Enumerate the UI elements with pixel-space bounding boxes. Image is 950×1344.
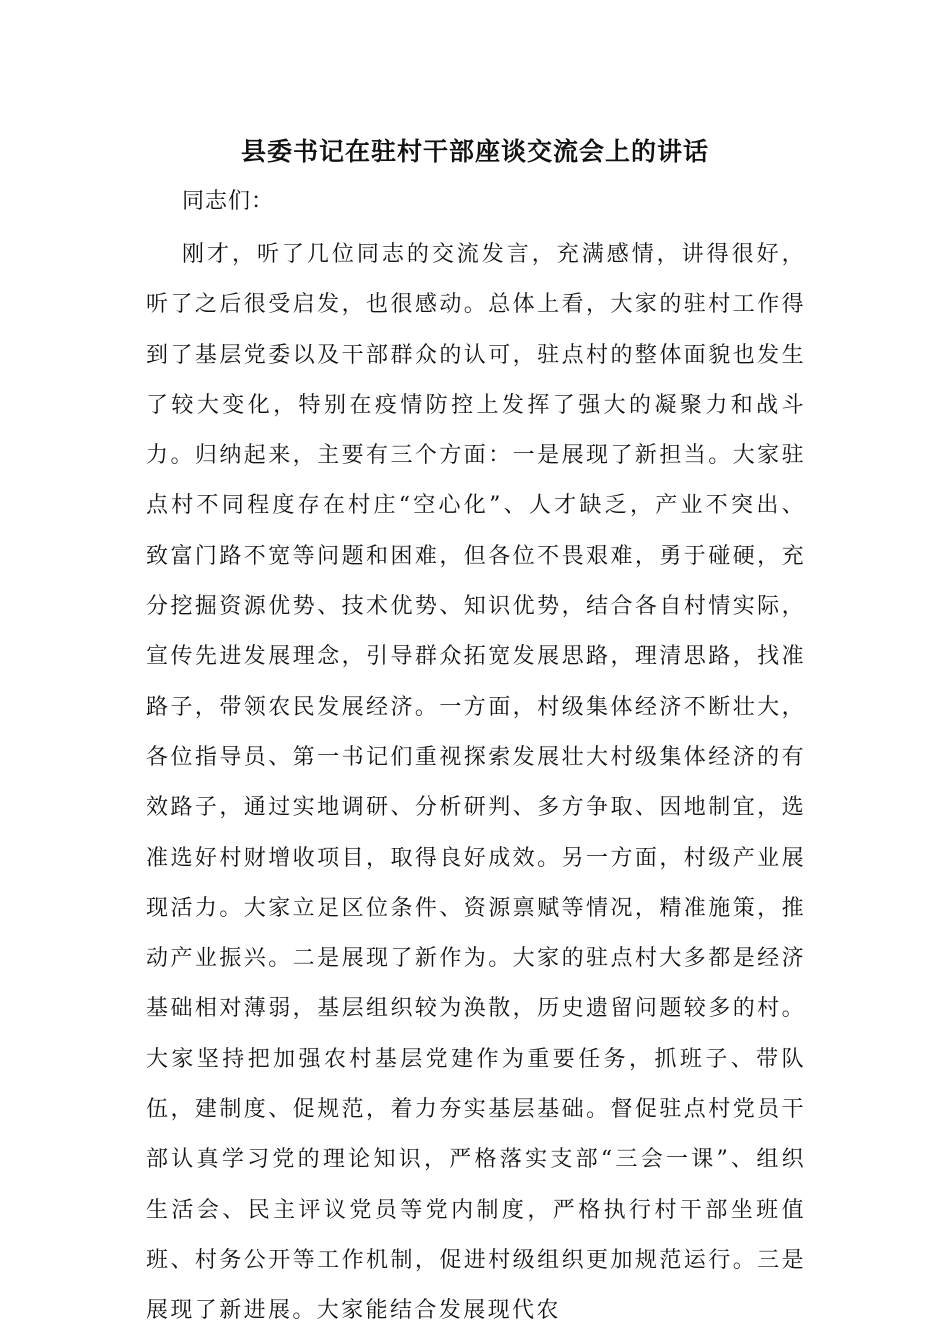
document-title: 县委书记在驻村干部座谈交流会上的讲话 (240, 137, 709, 166)
salutation: 同志们： (182, 189, 275, 214)
body-paragraph: 刚才，听了几位同志的交流发言，充满感情，讲得很好，听了之后很受启发，也很感动。总体上看，大家的驻村工作得到了基层党委以及干部群众的认可，驻点村的整体面貌也发生了较大变化，特别在疫情防控上发挥了强大的凝聚力和战斗力。归纳起来，主要有三个方面：一是展现了新担当。大家驻点村不同程度存在村庄“空心化”、人才缺乏，产业不突出、致富门路不宽等问题和困难，但各位不畏艰难，勇于碰硬，充分挖掘资源优势、技术优势、知识优势，结合各自村情实际，宣传先进发展理念，引导群众拓宽发展思路，理清思路，找准路子，带领农民发展经济。一方面，村级集体经济不断壮大，各位指导员、第一书记们重视探索发展壮大村级集体经济的有效路子，通过实地调研、分析研判、多方争取、因地制宜，选准选好村财增收项目，取得良好成效。另一方面，村级产业展现活力。大家立足区位条件、资源禀赋等情况，精准施策，推动产业振兴。二是展现了新作为。大家的驻点村大多都是经济基础相对薄弱，基层组织较为涣散，历史遗留问题较多的村。大家坚持把加强农村基层党建作为重要任务，抓班子、带队伍，建制度、促规范，着力夯实基层基础。督促驻点村党员干部认真学习党的理论知识，严格落实支部“三会一课”、组织生活会、民主评议党员等党内制度，严格执行村干部坐班值班、村务公开等工作机制，促进村级组织更加规范运行。三是展现了新进展。大家能结合发展现代农 (146, 242, 806, 1324)
